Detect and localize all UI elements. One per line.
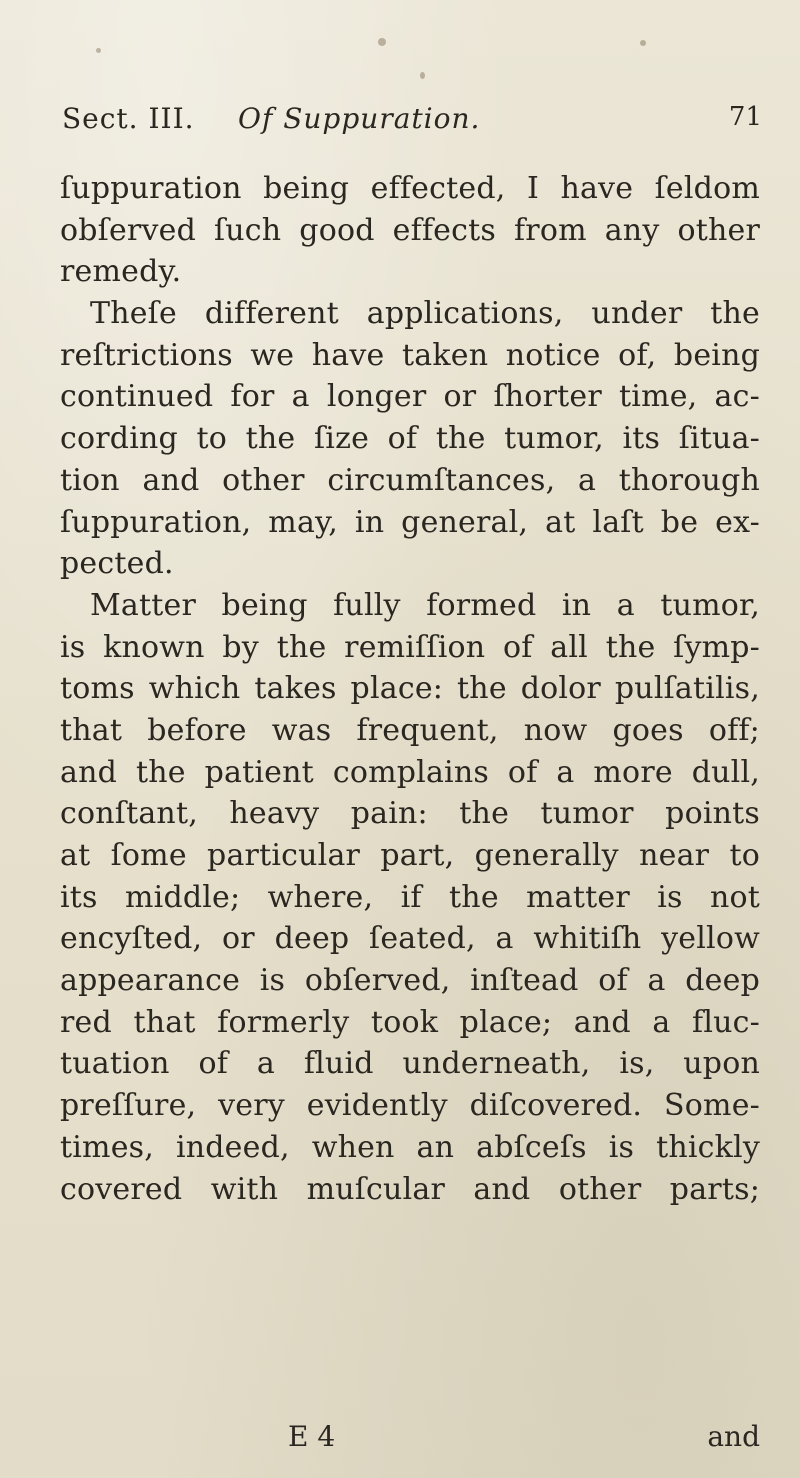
- text-line: encyſted, or deep ſeated, a whitiſh yellow: [60, 921, 760, 957]
- text-line: Theſe different applications, under the: [90, 296, 760, 332]
- paper-blemish: [420, 72, 425, 79]
- page-number: 71: [728, 102, 762, 132]
- paper-blemish: [640, 40, 646, 46]
- text-line: that before was frequent, now goes off;: [60, 712, 760, 748]
- body-text: [60, 168, 760, 1210]
- text-line: at ſome particular part, generally near to: [60, 838, 760, 873]
- running-head: [62, 102, 762, 150]
- page-footer: [60, 1420, 760, 1460]
- text-line: its middle; where, if the matter is not: [60, 879, 760, 915]
- text-line: is known by the remiſſion of all the ſymp-: [60, 629, 760, 665]
- text-line: tuation of a fluid underneath, is, upon: [60, 1046, 760, 1082]
- text-line: Matter being fully formed in a tumor,: [90, 587, 760, 623]
- text-line: tion and other circumſtances, a thorough: [60, 462, 760, 498]
- text-line: red that formerly took place; and a fluc-: [60, 1004, 760, 1040]
- text-line: covered with muſcular and other parts;: [60, 1171, 760, 1207]
- text-line: conſtant, heavy pain: the tumor points: [60, 796, 760, 832]
- text-line: toms which takes place: the dolor pulſatilis,: [60, 671, 760, 707]
- text-line: and the patient complains of a more dull,: [60, 754, 760, 790]
- chapter-title: Of Suppuration.: [238, 102, 481, 135]
- text-line: ſuppuration being effected, I have ſeldom: [60, 171, 760, 206]
- signature-mark: E 4: [288, 1420, 336, 1453]
- text-line: remedy.: [60, 254, 182, 290]
- catchword: and: [707, 1420, 760, 1453]
- text-line: preſſure, very evidently diſcovered. Some-: [60, 1088, 760, 1124]
- section-label: Sect. III.: [62, 102, 195, 135]
- text-line: cording to the ſize of the tumor, its ſitua-: [60, 421, 760, 457]
- text-line: times, indeed, when an abſceſs is thickly: [60, 1129, 760, 1165]
- paper-blemish: [96, 48, 101, 53]
- text-line: obſerved ſuch good effects from any other: [60, 212, 760, 248]
- text-line: pected.: [60, 546, 174, 582]
- text-line: ſuppuration, may, in general, at laſt be ex-: [60, 504, 760, 540]
- text-line: reſtrictions we have taken notice of, being: [60, 337, 760, 373]
- text-line: appearance is obſerved, inſtead of a deep: [60, 963, 760, 999]
- paper-blemish: [378, 38, 386, 46]
- text-line: continued for a longer or ſhorter time, ac-: [60, 379, 760, 415]
